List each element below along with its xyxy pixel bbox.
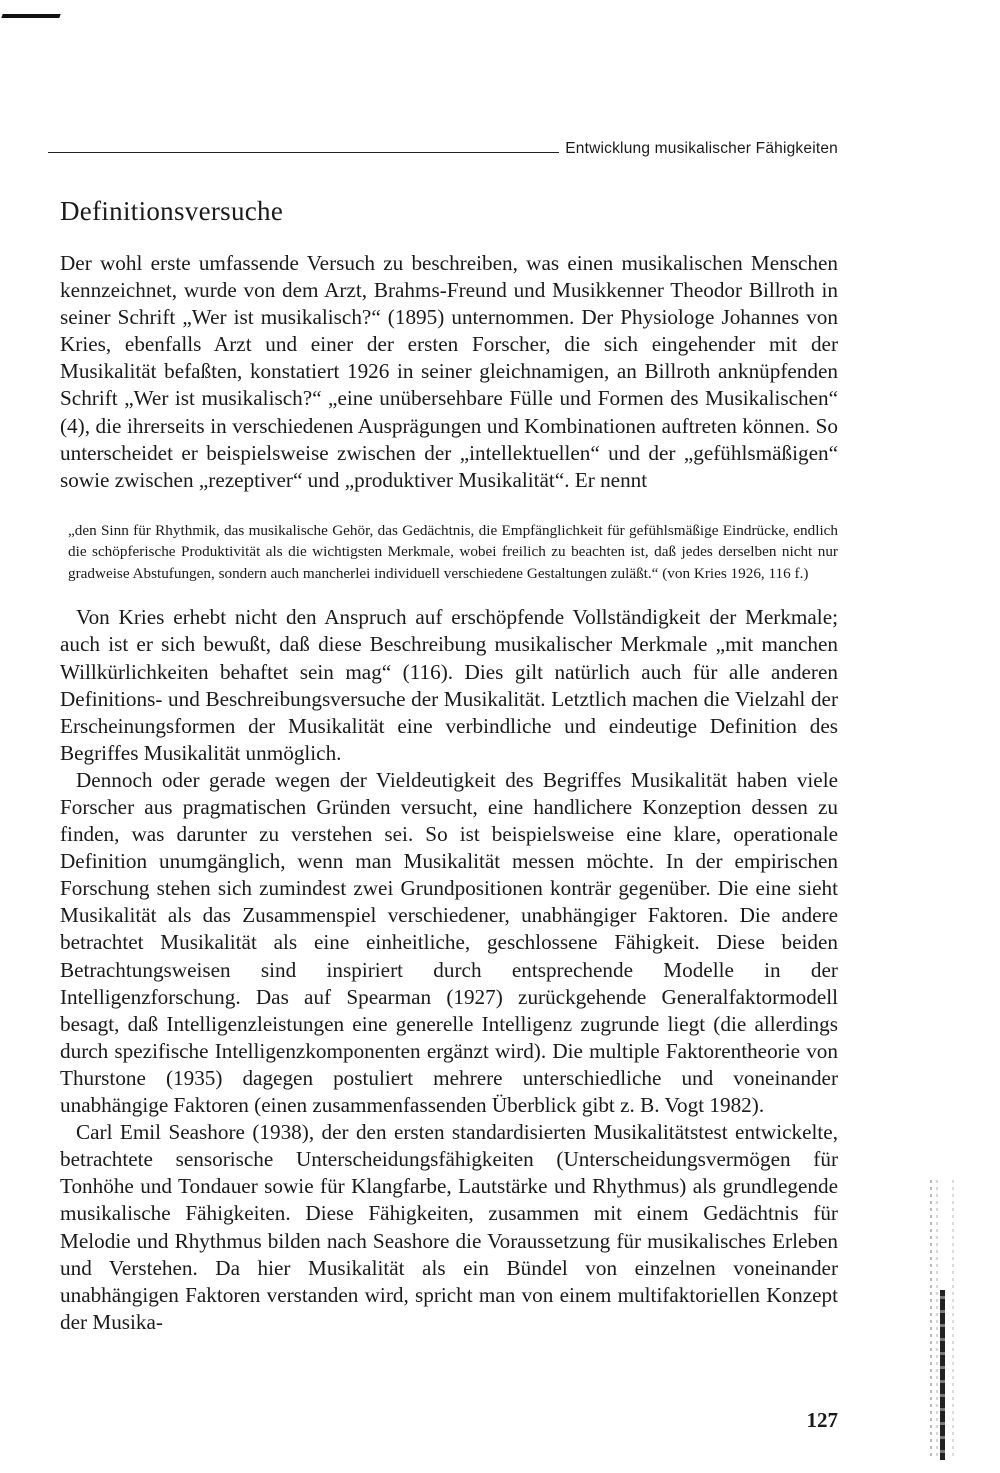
header-rule [48, 152, 559, 153]
running-header [48, 140, 838, 158]
body-text [60, 250, 838, 1336]
paragraph-2: Von Kries erhebt nicht den Anspruch auf erschöpfende Vollständigkeit der Merkmale; auch ist er sich bewußt, daß diese Beschreibung musikalischer Merkmale „mit manchen Willkürlichkeiten behaftet sein mag“ (116). Dies gilt natürlich auch für alle anderen Definitions- und Beschreibungsversuche der Musikalität. Letztlich machen die Vielzahl der Erscheinungsformen der Musikalität eine verbindliche und eindeutige Definition des Begriffes Musikalität unmöglich. [60, 605, 838, 765]
scan-artifact-mark [1, 14, 60, 18]
paragraph-4: Carl Emil Seashore (1938), der den ersten standardisierten Musikalitätstest entwickelte, betrachtete sensorische Unterscheidungsfähigkeiten (Unterscheidungsvermögen für Tonhöhe und Tondauer sowie für Klangfarbe, Lautstärke und Rhythmus) als grundlegende musikalische Fähigkeiten. Diese Fähigkeiten, zusammen mit einem Gedächtnis für Melodie und Rhythmus bilden nach Seashore die Voraussetzung für musikalisches Erleben und Verstehen. Da hier Musikalität als ein Bündel von einzelnen voneinander unabhängigen Faktoren verstanden wird, spricht man von einem multifaktoriellen Konzept der Musika- [60, 1120, 838, 1334]
running-header-title: Entwicklung musikalischer Fähigkeiten [565, 140, 838, 157]
section-title: Definitionsversuche [60, 196, 284, 226]
paragraph-1: Der wohl erste umfassende Versuch zu beschreiben, was einen musikalischen Menschen kennzeichnet, wurde von dem Arzt, Brahms-Freund und Musikkenner Theodor Billroth in seiner Schrift „Wer ist musikalisch?“ (1895) unternommen. Der Physiologe Johannes von Kries, ebenfalls Arzt und einer der ersten Forscher, die sich eingehender mit der Musikalität befaßten, konstatiert 1926 in seiner gleichnamigen, an Billroth anknüpfenden Schrift „Wer ist musikalisch?“ „eine unübersehbare Fülle und Formen des Musikalischen“ (4), die ihrerseits in verschiedenen Ausprägungen und Kombinationen auftreten können. So unterscheidet er beispielsweise zwischen der „intellektuellen“ und der „gefühlsmäßigen“ sowie zwischen „rezeptiver“ und „produktiver Musikalität“. Er nennt [60, 251, 838, 492]
scan-gutter-artifact [930, 1180, 966, 1460]
page-number: 127 [806, 1408, 838, 1432]
block-quote: „den Sinn für Rhythmik, das musikalische Gehör, das Gedächtnis, die Empfänglichkeit für gefühlsmäßige Eindrücke, endlich die schöpferische Produktivität als die wichtigsten Merkmale, wobei freilich zu beachten ist, daß jedes derselben nicht nur gradweise Abstufungen, sondern auch mancherlei individuell verschiedene Gestaltungen zuläßt.“ (von Kries 1926, 116 f.) [68, 521, 838, 582]
paragraph-3: Dennoch oder gerade wegen der Vieldeutigkeit des Begriffes Musikalität haben viele Forscher aus pragmatischen Gründen versucht, eine handlichere Konzeption dessen zu finden, was darunter zu verstehen sei. So ist beispielsweise eine klare, operationale Definition unumgänglich, wenn man Musikalität messen möchte. In der empirischen Forschung stehen sich zumindest zwei Grundpositionen konträr gegenüber. Die eine sieht Musikalität als das Zusammenspiel verschiedener, unabhängiger Faktoren. Die andere betrachtet Musikalität als eine einheitliche, geschlossene Fähigkeit. Diese beiden Betrachtungsweisen sind inspiriert durch entsprechende Modelle in der Intelligenzforschung. Das auf Spearman (1927) zurückgehende Generalfaktormodell besagt, daß Intelligenzleistungen eine generelle Intelligenz zugrunde liegt (die allerdings durch spezifische Intelligenzkomponenten ergänzt wird). Die multiple Faktorentheorie von Thurstone (1935) dagegen postuliert mehrere unterschiedliche und voneinander unabhängige Faktoren (einen zusammenfassenden Überblick gibt z. B. Vogt 1982). [60, 767, 838, 1118]
